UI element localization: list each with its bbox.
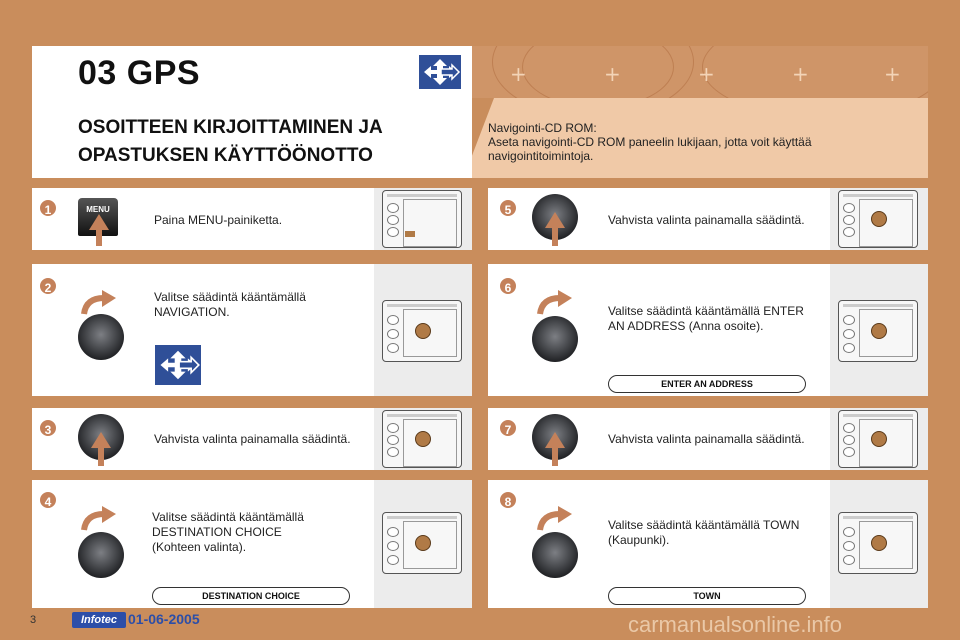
radio-button (387, 227, 399, 237)
up-arrow-icon (552, 446, 558, 466)
menu-key-highlight (405, 231, 415, 237)
curved-arrow-icon (80, 290, 118, 316)
plus-icon: + (792, 62, 809, 86)
radio-unit-icon (838, 410, 918, 468)
radio-knob (871, 431, 887, 447)
radio-button (843, 555, 855, 565)
rotary-knob-icon (78, 314, 124, 360)
step-text (154, 432, 351, 447)
radio-unit-icon (838, 300, 918, 362)
radio-button (843, 423, 855, 433)
radio-unit-icon (382, 190, 462, 248)
radio-button (843, 315, 855, 325)
up-arrow-icon (545, 212, 565, 228)
menu-option-pill: DESTINATION CHOICE (152, 587, 350, 605)
step-text-line: Vahvista valinta painamalla säädintä. (608, 432, 805, 446)
radio-button (843, 541, 855, 551)
radio-knob (415, 535, 431, 551)
radio-button (387, 423, 399, 433)
cd-slot (843, 414, 913, 417)
up-arrow-icon (98, 446, 104, 466)
up-arrow-icon (89, 214, 109, 230)
contour-line (522, 46, 674, 98)
step-text-line: Paina MENU-painiketta. (154, 213, 283, 227)
watermark: carmanualsonline.info (628, 612, 843, 637)
step-text-line: Valitse säädintä kääntämällä TOWN (608, 518, 800, 532)
navigation-arrow-icon (154, 344, 202, 386)
radio-button (387, 203, 399, 213)
radio-unit-icon (838, 512, 918, 574)
step-number-badge: 2 (38, 276, 58, 296)
step-number-badge: 5 (498, 198, 518, 218)
plus-icon: + (698, 62, 715, 86)
step-text-line: Vahvista valinta painamalla säädintä. (608, 213, 805, 227)
info-line: Aseta navigointi-CD ROM paneelin lukijaan, jotta voit käyttää (488, 135, 812, 149)
step-number-badge: 3 (38, 418, 58, 438)
menu-option-pill: TOWN (608, 587, 806, 605)
step-text (608, 432, 805, 447)
radio-button (387, 315, 399, 325)
step-text-line: NAVIGATION. (154, 305, 230, 319)
radio-button (843, 227, 855, 237)
cd-slot (387, 304, 457, 307)
radio-keypad (859, 419, 913, 467)
radio-button (387, 329, 399, 339)
info-line: Navigointi-CD ROM: (488, 121, 597, 135)
radio-knob (415, 431, 431, 447)
up-arrow-icon (545, 432, 565, 448)
step-text-line: DESTINATION CHOICE (152, 525, 282, 539)
radio-button (387, 215, 399, 225)
plus-icon: + (884, 62, 901, 86)
radio-keypad (859, 199, 913, 247)
step-number-badge: 8 (498, 490, 518, 510)
radio-button (843, 329, 855, 339)
radio-button (387, 527, 399, 537)
plus-icon: + (604, 62, 621, 86)
radio-illustration (374, 264, 472, 396)
header-decoration (472, 46, 928, 98)
infotec-logo: Infotec (72, 612, 126, 628)
radio-illustration (830, 480, 928, 608)
radio-button (843, 343, 855, 353)
radio-knob (871, 323, 887, 339)
radio-button (843, 203, 855, 213)
radio-illustration (830, 264, 928, 396)
step-text (608, 213, 805, 228)
step-text-line: AN ADDRESS (Anna osoite). (608, 319, 764, 333)
cd-slot (843, 516, 913, 519)
cd-slot (387, 194, 457, 197)
radio-knob (871, 211, 887, 227)
up-arrow-icon (552, 226, 558, 246)
menu-option-pill: ENTER AN ADDRESS (608, 375, 806, 393)
step-text (608, 304, 804, 334)
curved-arrow-icon (536, 506, 574, 532)
curved-arrow-icon (80, 506, 118, 532)
navigation-arrow-icon (418, 54, 462, 90)
radio-button (387, 435, 399, 445)
radio-button (387, 555, 399, 565)
cd-slot (387, 516, 457, 519)
page-title: 03 GPS (78, 54, 201, 92)
radio-unit-icon (382, 410, 462, 468)
info-text (488, 121, 908, 163)
step-number-badge: 7 (498, 418, 518, 438)
rotary-knob-icon (78, 532, 124, 578)
cd-slot (843, 304, 913, 307)
radio-button (843, 215, 855, 225)
step-number-badge: 6 (498, 276, 518, 296)
cd-slot (843, 194, 913, 197)
section-title-line: OPASTUKSEN KÄYTTÖÖNOTTO (78, 145, 373, 166)
step-number-badge: 4 (38, 490, 58, 510)
step-text-line: (Kohteen valinta). (152, 540, 247, 554)
section-title (78, 114, 438, 170)
page-number: 3 (30, 614, 37, 626)
step-text-line: (Kaupunki). (608, 533, 670, 547)
step-text (154, 290, 306, 320)
radio-button (843, 447, 855, 457)
radio-button (387, 447, 399, 457)
step-text-line: Valitse säädintä kääntämällä ENTER (608, 304, 804, 318)
step-text-line: Valitse säädintä kääntämällä (152, 510, 304, 524)
radio-knob (415, 323, 431, 339)
menu-button-icon: MENU (78, 198, 118, 236)
rotary-knob-icon (532, 316, 578, 362)
radio-button (843, 527, 855, 537)
radio-illustration (830, 188, 928, 250)
plus-icon: + (510, 62, 527, 86)
info-line: navigointitoimintoja. (488, 149, 594, 163)
step-text (608, 518, 799, 548)
radio-keypad (403, 199, 457, 247)
step-text-line: Vahvista valinta painamalla säädintä. (154, 432, 351, 446)
radio-button (387, 343, 399, 353)
edition-date: 01-06-2005 (128, 611, 200, 627)
section-title-line: OSOITTEEN KIRJOITTAMINEN JA (78, 117, 383, 138)
radio-button (387, 541, 399, 551)
radio-unit-icon (838, 190, 918, 248)
step-text (152, 510, 304, 555)
radio-unit-icon (382, 300, 462, 362)
radio-illustration (374, 188, 472, 250)
radio-illustration (374, 408, 472, 470)
radio-illustration (830, 408, 928, 470)
radio-keypad (403, 419, 457, 467)
curved-arrow-icon (536, 290, 574, 316)
step-text-line: Valitse säädintä kääntämällä (154, 290, 306, 304)
rotary-knob-icon (532, 532, 578, 578)
up-arrow-icon (91, 432, 111, 448)
step-text (154, 213, 282, 228)
step-number-badge: 1 (38, 198, 58, 218)
cd-slot (387, 414, 457, 417)
radio-knob (871, 535, 887, 551)
radio-button (843, 435, 855, 445)
radio-illustration (374, 480, 472, 608)
radio-unit-icon (382, 512, 462, 574)
